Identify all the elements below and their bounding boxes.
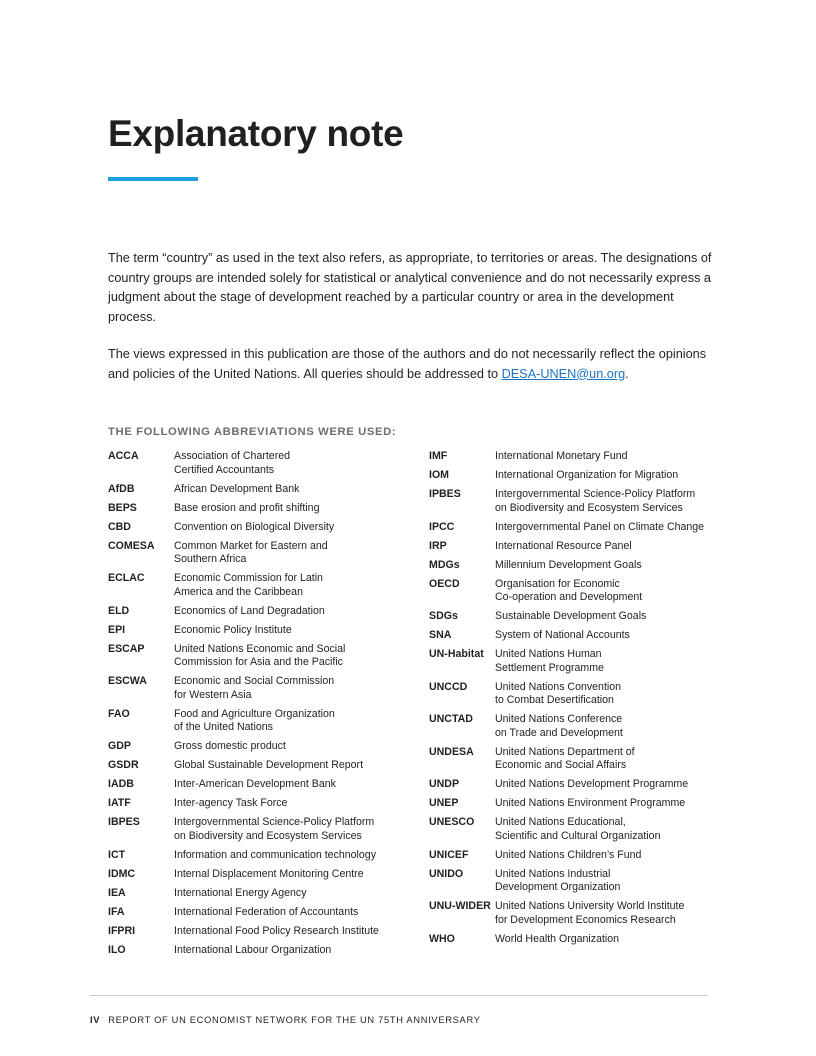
abbreviation-code: OECD [429,577,460,590]
abbreviation-row [429,713,729,740]
abbreviation-row [429,469,729,483]
title-accent-rule [108,177,198,181]
abbreviation-code: ILO [108,943,126,956]
abbreviation-code: IMF [429,450,448,462]
abbreviation-code: FAO [108,707,130,720]
abbreviation-row [429,933,729,947]
abbreviation-definition: Intergovernmental Science-Policy Platform on Biodiversity and Ecosystem Services [495,488,696,514]
abbreviation-row [108,816,408,843]
footer-title: REPORT OF UN ECONOMIST NETWORK FOR THE UN 75TH ANNIVERSARY [108,1015,481,1025]
abbreviation-definition: Intergovernmental Panel on Climate Change [495,520,705,533]
abbreviation-code: IADB [108,778,134,790]
abbreviation-code: UNCTAD [429,713,473,725]
abbreviation-row [108,797,408,811]
abbreviation-row [108,540,408,567]
abbreviation-row [429,816,729,843]
abbreviation-definition: Convention on Biological Diversity [174,520,335,533]
abbreviation-definition: International Organization for Migration [495,469,679,481]
abbreviation-code: IFA [108,905,125,918]
abbreviation-definition: International Resource Panel [495,539,632,552]
abbreviation-code: UNCCD [429,680,468,693]
abbreviation-row [108,450,408,477]
abbreviation-code: IOM [429,469,450,481]
abbreviation-row [108,887,408,901]
abbreviation-row [429,746,729,773]
abbreviation-definition: Food and Agriculture Organization of the United Nations [174,707,335,733]
abbreviation-definition: Association of Chartered Certified Accountants [174,450,291,476]
abbreviation-definition: Sustainable Development Goals [495,610,647,622]
abbreviation-definition: United Nations Human Settlement Programme [495,648,604,674]
abbreviation-code: ELD [108,604,130,617]
abbreviation-code: SNA [429,629,452,641]
abbreviation-row [429,648,729,675]
abbreviation-definition: United Nations Educational, Scientific and Cultural Organization [495,816,661,842]
abbreviation-code: GDP [108,740,131,752]
abbreviation-row [429,559,729,573]
abbreviation-definition: Global Sustainable Development Report [174,759,364,771]
abbreviation-row [108,675,408,702]
abbreviation-row [429,849,729,863]
abbreviation-row [429,488,729,515]
abbreviation-code: BEPS [108,501,137,514]
abbreviation-row [108,778,408,792]
abbreviation-row [108,521,408,535]
abbreviation-code: IBPES [108,816,140,828]
abbreviation-row [108,925,408,939]
abbreviation-row [429,450,729,464]
abbreviation-definition: International Federation of Accountants [174,905,359,918]
abbreviation-definition: International Energy Agency [174,886,307,899]
abbreviations-list-right [429,450,729,952]
abbreviation-row [108,483,408,497]
abbreviation-definition: Common Market for Eastern and Southern Africa [174,539,328,565]
abbreviation-row [429,540,729,554]
abbreviation-row [429,629,729,643]
abbreviation-definition: Information and communication technology [174,848,376,861]
abbreviation-definition: Millennium Development Goals [495,558,642,571]
abbreviations-heading: THE FOLLOWING ABBREVIATIONS WERE USED: [108,426,397,438]
abbreviation-definition: United Nations Development Programme [495,778,689,790]
page-footer [90,1015,481,1025]
abbreviation-code: ESCAP [108,642,145,655]
abbreviations-list-left [108,450,408,963]
abbreviation-definition: System of National Accounts [495,629,630,641]
abbreviation-code: UNIDO [429,867,464,880]
abbreviation-definition: International Labour Organization [174,943,332,956]
abbreviation-definition: African Development Bank [174,482,300,495]
abbreviation-definition: Economic Policy Institute [174,623,292,636]
abbreviation-row [429,797,729,811]
abbreviation-code: IATF [108,797,131,809]
abbreviation-code: UNESCO [429,816,475,828]
abbreviation-row [108,605,408,619]
abbreviation-code: ICT [108,848,126,861]
abbreviation-code: IPCC [429,520,455,533]
abbreviation-definition: Economic and Social Commission for Western Asia [174,675,335,701]
abbreviation-row [429,868,729,895]
abbreviation-definition: United Nations University World Institute for Development Economics Research [495,900,685,926]
abbreviation-definition: Intergovernmental Science-Policy Platform on Biodiversity and Ecosystem Services [174,816,375,842]
abbreviation-definition: Base erosion and profit shifting [174,501,320,514]
abbreviation-code: AfDB [108,482,135,495]
abbreviation-definition: Economics of Land Degradation [174,604,325,617]
abbreviation-row [429,681,729,708]
contact-email-link[interactable]: DESA-UNEN@un.org [501,366,626,381]
abbreviation-row [429,610,729,624]
abbreviation-row [108,572,408,599]
views-paragraph-text: The views expressed in this publication are those of the authors and do not necessarily reflect the opinions and policies of the United Nations. All queries should be addressed to [108,347,707,381]
abbreviation-definition: Inter-agency Task Force [174,797,288,809]
abbreviation-row [108,502,408,516]
abbreviation-code: IFPRI [108,924,136,937]
abbreviation-code: MDGs [429,558,460,571]
abbreviation-code: SDGs [429,610,458,622]
page-title: Explanatory note [108,113,404,154]
abbreviation-code: EPI [108,623,126,636]
abbreviation-definition: Inter-American Development Bank [174,778,336,790]
views-paragraph-end: . [625,366,629,381]
abbreviation-row [429,578,729,605]
abbreviation-row [108,906,408,920]
abbreviation-definition: Organisation for Economic Co-operation and Development [495,577,643,603]
abbreviation-row [108,643,408,670]
abbreviation-code: UNU-WIDER [429,900,491,912]
abbreviation-definition: Internal Displacement Monitoring Centre [174,867,364,880]
abbreviation-code: ACCA [108,450,139,462]
abbreviation-definition: Economic Commission for Latin America and the Caribbean [174,572,323,598]
abbreviation-code: WHO [429,932,455,945]
abbreviation-code: CBD [108,520,131,533]
abbreviation-row [429,778,729,792]
abbreviation-definition: United Nations Convention to Combat Desertification [495,680,622,706]
abbreviation-code: GSDR [108,759,139,771]
abbreviation-row [108,944,408,958]
abbreviation-definition: United Nations Children’s Fund [495,848,642,861]
abbreviation-code: UNDP [429,778,460,790]
abbreviation-code: ESCWA [108,675,147,687]
abbreviation-definition: United Nations Conference on Trade and Development [495,713,623,739]
abbreviation-row [108,868,408,882]
abbreviation-definition: United Nations Economic and Social Commission for Asia and the Pacific [174,642,346,668]
intro-paragraph: The term “country” as used in the text also refers, as appropriate, to territories or areas. The designations of country groups are intended solely for statistical or analytical convenience and do not necessarily express a judgment about the stage of development reached by a particular country or area in the development process. [108,251,712,324]
abbreviation-row [108,624,408,638]
abbreviation-code: ECLAC [108,572,145,584]
abbreviation-definition: United Nations Industrial Development Organization [495,867,621,893]
abbreviation-code: IPBES [429,488,461,500]
abbreviation-row [108,740,408,754]
abbreviation-row [429,900,729,927]
abbreviation-row [108,759,408,773]
abbreviation-code: UNEP [429,797,459,809]
abbreviation-code: IRP [429,539,447,552]
abbreviation-code: UNDESA [429,745,474,758]
abbreviation-code: IEA [108,886,126,899]
views-paragraph [108,345,718,384]
abbreviation-row [429,521,729,535]
abbreviation-definition: Gross domestic product [174,740,286,752]
abbreviation-definition: International Monetary Fund [495,450,628,462]
abbreviation-code: UNICEF [429,848,469,861]
abbreviation-definition: World Health Organization [495,932,620,945]
abbreviation-code: IDMC [108,867,136,880]
abbreviation-code: UN-Habitat [429,648,484,660]
abbreviation-row [108,708,408,735]
abbreviation-code: COMESA [108,539,155,552]
abbreviation-definition: International Food Policy Research Institute [174,924,379,937]
footer-divider [90,995,708,996]
page-number: IV [90,1015,101,1025]
abbreviation-definition: United Nations Environment Programme [495,797,686,809]
abbreviation-row [108,849,408,863]
abbreviation-definition: United Nations Department of Economic and Social Affairs [495,745,635,771]
